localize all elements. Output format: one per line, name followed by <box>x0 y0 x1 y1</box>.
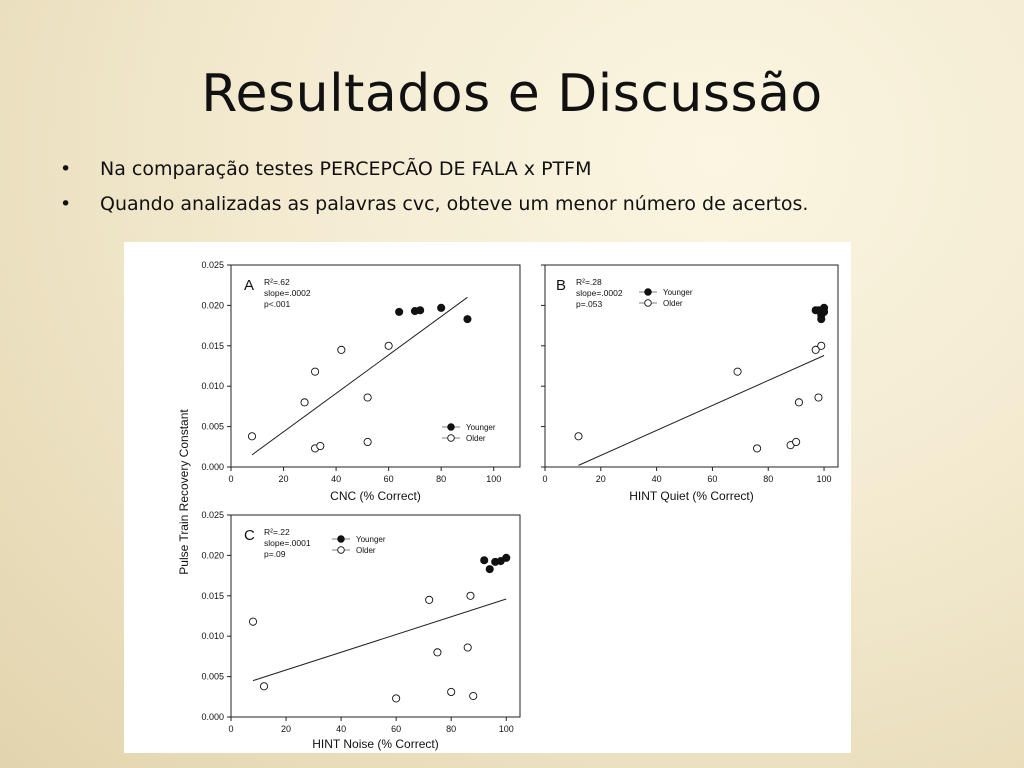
older-point <box>260 683 267 690</box>
younger-point <box>486 566 493 573</box>
older-point <box>426 596 433 603</box>
x-tick-label: 100 <box>486 474 502 484</box>
x-tick-label: 80 <box>446 724 457 734</box>
stat-text: p=.053 <box>576 299 603 309</box>
y-tick-label: 0.005 <box>201 671 224 682</box>
legend-label: Younger <box>466 423 496 432</box>
y-tick-label: 0.010 <box>201 631 224 642</box>
younger-point <box>464 316 471 323</box>
stat-text: R²=.62 <box>264 277 290 287</box>
x-tick-label: 60 <box>383 474 394 484</box>
older-point <box>301 399 308 406</box>
bullet-dot: • <box>60 193 72 215</box>
x-tick-label: 40 <box>331 474 342 484</box>
legend-label: Younger <box>356 535 386 544</box>
older-point <box>338 346 345 353</box>
stat-text: slope=.0002 <box>264 288 311 298</box>
younger-point <box>417 307 424 314</box>
older-point <box>818 342 825 349</box>
regression-line <box>578 355 824 465</box>
stat-text: R²=.28 <box>576 277 602 287</box>
x-tick-label: 80 <box>763 474 774 484</box>
stat-text: p<.001 <box>264 299 291 309</box>
older-point <box>793 438 800 445</box>
legend-label: Older <box>466 434 486 443</box>
older-point <box>364 438 371 445</box>
older-point <box>815 394 822 401</box>
regression-line <box>253 599 506 681</box>
older-point <box>734 368 741 375</box>
y-tick-label: 0.020 <box>201 550 224 561</box>
older-point <box>385 342 392 349</box>
panel-letter: A <box>244 277 255 294</box>
legend-marker <box>338 547 345 554</box>
y-tick-label: 0.005 <box>201 421 224 432</box>
legend-marker <box>645 289 652 296</box>
stat-text: slope=.0002 <box>576 288 623 298</box>
y-tick-label: 0.015 <box>201 590 224 601</box>
legend-label: Older <box>356 546 376 555</box>
x-tick-label: 40 <box>651 474 662 484</box>
legend-marker <box>448 435 455 442</box>
legend-marker <box>338 536 345 543</box>
younger-point <box>503 554 510 561</box>
y-tick-label: 0.000 <box>201 462 224 472</box>
x-tick-label: 0 <box>228 474 234 484</box>
legend-marker <box>645 300 652 307</box>
younger-point <box>396 308 403 315</box>
x-tick-label: 100 <box>816 474 832 484</box>
legend-label: Older <box>663 299 683 308</box>
x-tick-label: 20 <box>281 724 292 734</box>
older-point <box>434 649 441 656</box>
x-axis-label: HINT Quiet (% Correct) <box>629 489 754 503</box>
x-tick-label: 0 <box>228 724 234 734</box>
x-tick-label: 0 <box>542 474 548 484</box>
y-tick-label: 0.025 <box>201 510 224 520</box>
bullet-dot: • <box>60 158 72 180</box>
x-axis-label: HINT Noise (% Correct) <box>312 737 439 751</box>
younger-point <box>818 316 825 323</box>
x-tick-label: 100 <box>498 724 514 734</box>
older-point <box>393 695 400 702</box>
older-point <box>575 433 582 440</box>
older-point <box>753 445 760 452</box>
bullet-item <box>60 158 808 180</box>
older-point <box>795 399 802 406</box>
x-tick-label: 20 <box>595 474 606 484</box>
older-point <box>249 618 256 625</box>
regression-line <box>252 297 467 455</box>
x-tick-label: 20 <box>278 474 289 484</box>
y-tick-label: 0.010 <box>201 381 224 392</box>
bullet-text: Quando analizadas as palavras cvc, obteve um menor número de acertos. <box>100 193 809 215</box>
stat-text: p=.09 <box>264 549 286 559</box>
y-tick-label: 0.015 <box>201 340 224 351</box>
x-tick-label: 40 <box>336 724 347 734</box>
y-tick-label: 0.025 <box>201 260 224 270</box>
x-tick-label: 60 <box>391 724 402 734</box>
stat-text: R²=.22 <box>264 527 290 537</box>
younger-point <box>815 307 822 314</box>
legend-marker <box>448 424 455 431</box>
chart-figure <box>124 242 851 753</box>
slide-title: Resultados e Discussão <box>201 64 823 124</box>
bullet-text: Na comparação testes PERCEPCÃO DE FALA x PTFM <box>100 158 592 180</box>
older-point <box>464 644 471 651</box>
bullet-item <box>60 193 808 215</box>
older-point <box>364 394 371 401</box>
older-point <box>311 368 318 375</box>
y-tick-label: 0.020 <box>201 300 224 311</box>
older-point <box>470 692 477 699</box>
older-point <box>317 442 324 449</box>
stat-text: slope=.0001 <box>264 538 311 548</box>
younger-point <box>481 557 488 564</box>
chart-canvas <box>124 242 851 753</box>
panel-letter: B <box>556 277 567 294</box>
younger-point <box>438 304 445 311</box>
older-point <box>467 592 474 599</box>
y-tick-label: 0.000 <box>201 712 224 722</box>
x-axis-label: CNC (% Correct) <box>330 489 421 503</box>
y-axis-label: Pulse Train Recovery Constant <box>177 409 191 575</box>
panel-letter: C <box>244 527 255 544</box>
x-tick-label: 60 <box>707 474 718 484</box>
older-point <box>448 688 455 695</box>
legend-label: Younger <box>663 288 693 297</box>
x-tick-label: 80 <box>436 474 447 484</box>
bullet-list <box>60 158 808 228</box>
older-point <box>248 433 255 440</box>
